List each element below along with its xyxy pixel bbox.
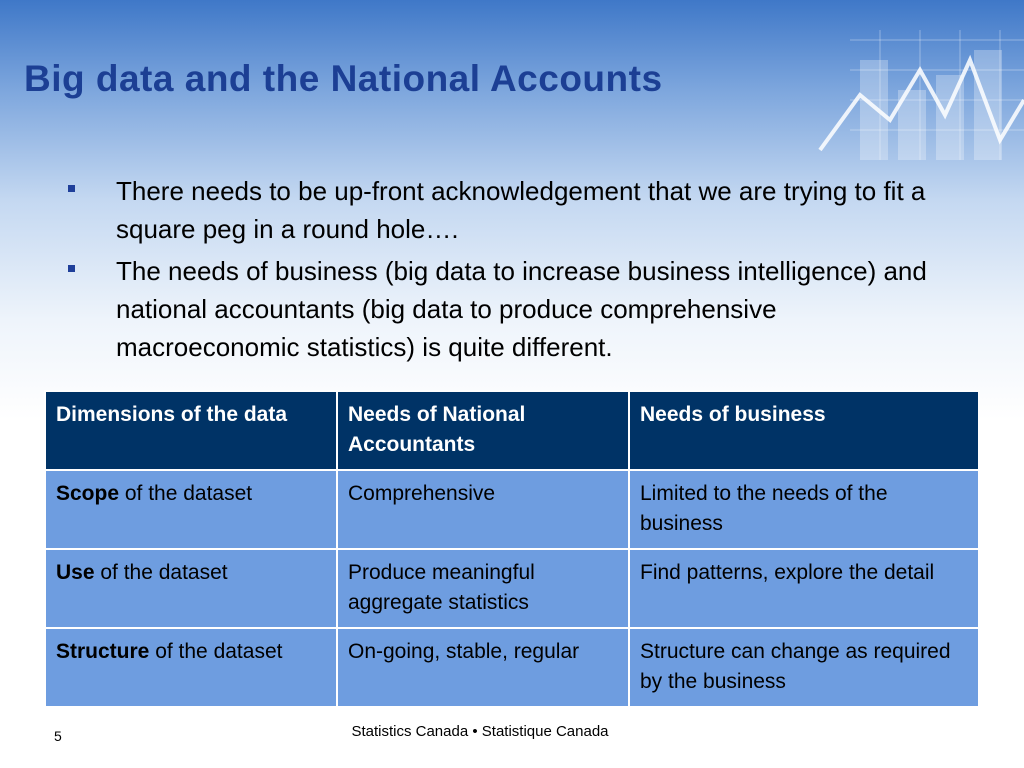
bullet-list (64, 172, 964, 370)
dimension-term: Scope (56, 482, 120, 505)
square-bullet-icon (68, 185, 75, 192)
header-dimensions: Dimensions of the data (45, 391, 337, 470)
dimension-suffix: of the dataset (119, 482, 253, 505)
table-row (45, 628, 979, 707)
national-needs-cell: Comprehensive (337, 470, 629, 549)
footer-organization-text: Statistics Canada • Statistique Canada (351, 723, 609, 740)
dimension-cell (45, 628, 337, 707)
dimension-cell (45, 470, 337, 549)
header-business: Needs of business (629, 391, 979, 470)
square-bullet-icon (68, 265, 75, 272)
chart-decoration-graphic (760, 0, 1024, 170)
national-needs-cell: On-going, stable, regular (337, 628, 629, 707)
header-national-accountants: Needs of National Accountants (337, 391, 629, 470)
bullet-text: There needs to be up-front acknowledgement that we are trying to fit a square peg in a round hole…. (116, 176, 926, 244)
dimension-suffix: of the dataset (94, 561, 228, 584)
business-needs-cell: Find patterns, explore the detail (629, 549, 979, 628)
slide-number: 5 (54, 728, 62, 744)
business-needs-cell: Structure can change as required by the business (629, 628, 979, 707)
national-needs-cell: Produce meaningful aggregate statistics (337, 549, 629, 628)
table-row (45, 549, 979, 628)
slide-title: Big data and the National Accounts (24, 58, 663, 99)
comparison-table (44, 390, 980, 708)
bullet-item (64, 172, 964, 248)
dimension-term: Use (56, 561, 95, 584)
footer-organization (0, 723, 1024, 740)
bullet-text: The needs of business (big data to increase business intelligence) and national accountants (big data to produce comprehensive macroeconomic statistics) is quite different. (116, 256, 927, 362)
business-needs-cell: Limited to the needs of the business (629, 470, 979, 549)
dimension-term: Structure (56, 640, 150, 663)
bullet-item (64, 252, 964, 366)
table-row (45, 470, 979, 549)
table-header-row (45, 391, 979, 470)
dimension-cell (45, 549, 337, 628)
dimension-suffix: of the dataset (149, 640, 283, 663)
